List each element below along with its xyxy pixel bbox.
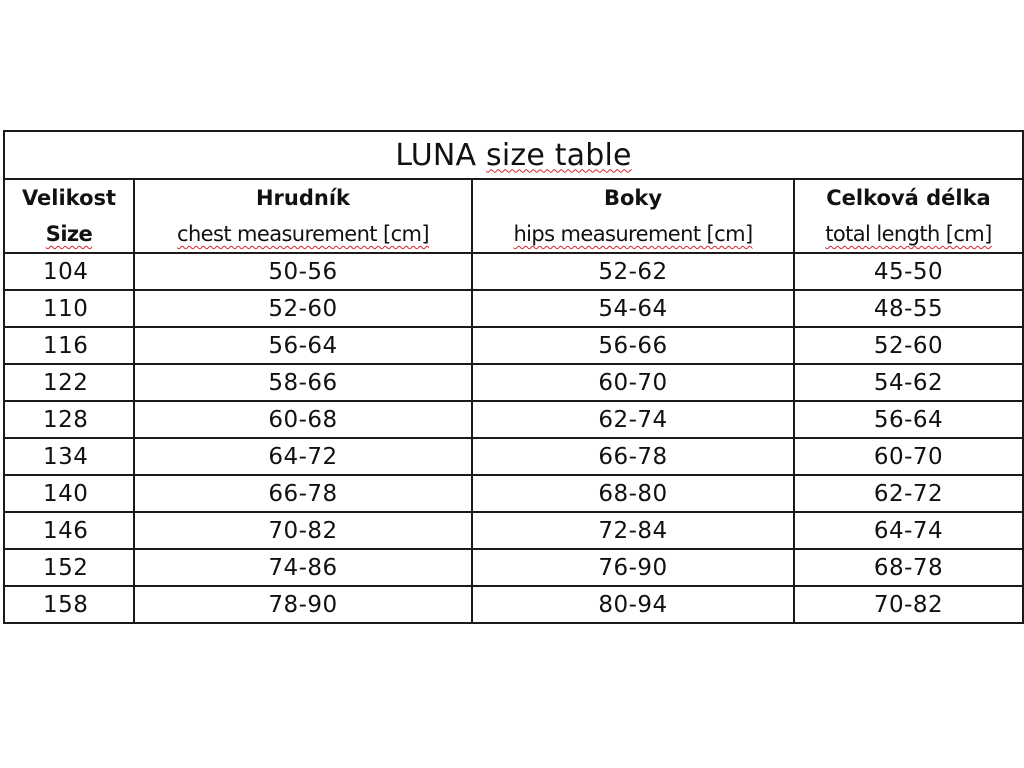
cell-size: 116 — [4, 327, 134, 364]
cell-hips: 62-74 — [472, 401, 794, 438]
cell-size: 140 — [4, 475, 134, 512]
cell-hips: 68-80 — [472, 475, 794, 512]
table-row — [4, 438, 1023, 475]
cell-length: 56-64 — [794, 401, 1023, 438]
cell-size: 110 — [4, 290, 134, 327]
header-hips-en-text: hips measurement [cm] — [513, 222, 753, 246]
cell-length: 64-74 — [794, 512, 1023, 549]
cell-chest: 66-78 — [134, 475, 472, 512]
cell-length: 54-62 — [794, 364, 1023, 401]
table-row — [4, 327, 1023, 364]
cell-size: 128 — [4, 401, 134, 438]
cell-chest: 60-68 — [134, 401, 472, 438]
cell-hips: 60-70 — [472, 364, 794, 401]
table-title-prefix: LUNA — [395, 137, 477, 173]
cell-chest: 56-64 — [134, 327, 472, 364]
table-row — [4, 253, 1023, 290]
size-table — [3, 130, 1024, 624]
cell-size: 134 — [4, 438, 134, 475]
cell-length: 45-50 — [794, 253, 1023, 290]
header-row-cz — [4, 179, 1023, 216]
table-row — [4, 475, 1023, 512]
size-table-body — [4, 131, 1023, 623]
header-length-en-text: total length [cm] — [825, 222, 992, 246]
header-chest-en-text: chest measurement [cm] — [177, 222, 429, 246]
table-row — [4, 364, 1023, 401]
table-title — [4, 131, 1023, 179]
table-row — [4, 290, 1023, 327]
cell-length: 52-60 — [794, 327, 1023, 364]
cell-chest: 64-72 — [134, 438, 472, 475]
cell-size: 158 — [4, 586, 134, 623]
title-row — [4, 131, 1023, 179]
cell-size: 146 — [4, 512, 134, 549]
cell-length: 60-70 — [794, 438, 1023, 475]
header-size-en — [4, 216, 134, 253]
header-size-cz: Velikost — [4, 179, 134, 216]
table-row — [4, 549, 1023, 586]
header-size-en-text: Size — [45, 222, 93, 246]
cell-hips: 56-66 — [472, 327, 794, 364]
cell-hips: 80-94 — [472, 586, 794, 623]
cell-length: 62-72 — [794, 475, 1023, 512]
header-row-en — [4, 216, 1023, 253]
cell-length: 70-82 — [794, 586, 1023, 623]
cell-chest: 58-66 — [134, 364, 472, 401]
header-chest-en — [134, 216, 472, 253]
cell-chest: 74-86 — [134, 549, 472, 586]
cell-size: 122 — [4, 364, 134, 401]
table-title-suffix: size table — [486, 137, 632, 173]
cell-hips: 72-84 — [472, 512, 794, 549]
header-length-cz: Celková délka — [794, 179, 1023, 216]
cell-size: 152 — [4, 549, 134, 586]
cell-hips: 76-90 — [472, 549, 794, 586]
header-hips-en — [472, 216, 794, 253]
cell-size: 104 — [4, 253, 134, 290]
table-row — [4, 401, 1023, 438]
cell-length: 48-55 — [794, 290, 1023, 327]
cell-chest: 70-82 — [134, 512, 472, 549]
header-length-en — [794, 216, 1023, 253]
cell-length: 68-78 — [794, 549, 1023, 586]
header-hips-cz: Boky — [472, 179, 794, 216]
cell-chest: 78-90 — [134, 586, 472, 623]
cell-hips: 66-78 — [472, 438, 794, 475]
table-row — [4, 586, 1023, 623]
cell-hips: 52-62 — [472, 253, 794, 290]
cell-chest: 50-56 — [134, 253, 472, 290]
cell-chest: 52-60 — [134, 290, 472, 327]
table-row — [4, 512, 1023, 549]
cell-hips: 54-64 — [472, 290, 794, 327]
header-chest-cz: Hrudník — [134, 179, 472, 216]
